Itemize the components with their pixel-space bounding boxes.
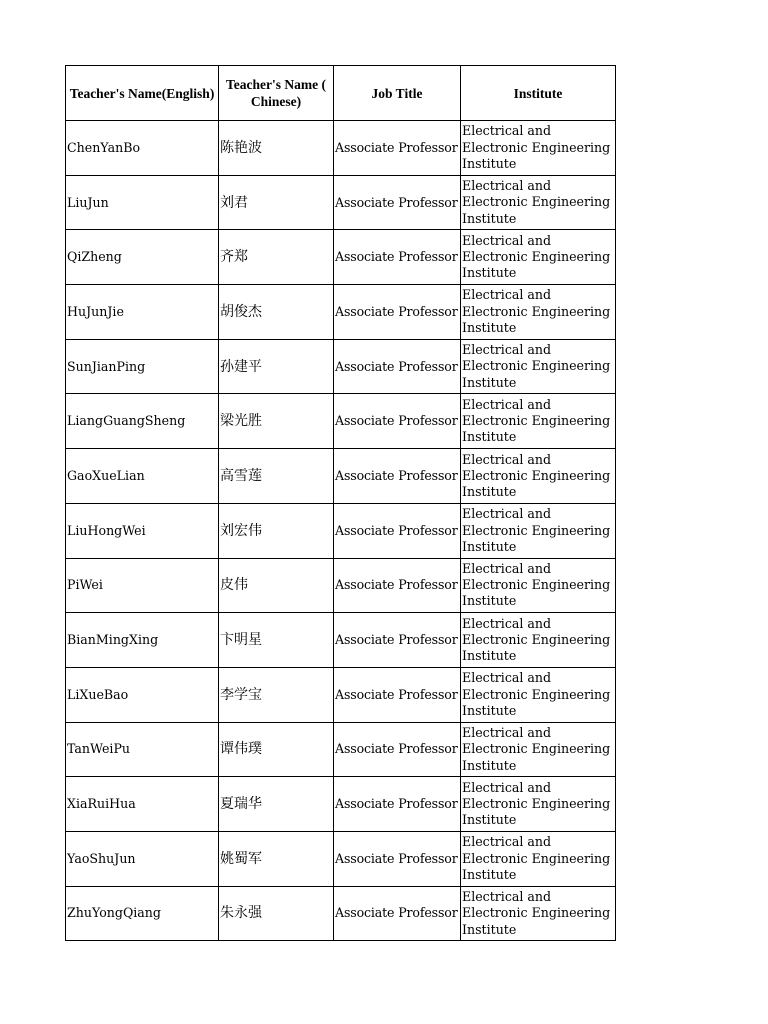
- institute-line-1: Electrical and: [462, 342, 552, 358]
- institute-line-1: Electrical and: [462, 670, 552, 686]
- teacher-roster-sheet: [65, 65, 616, 941]
- table-row: [66, 777, 616, 832]
- institute-line-3: Institute: [462, 265, 517, 281]
- cell-job-title: Associate Professor: [334, 722, 461, 777]
- table-row: [66, 503, 616, 558]
- institute-line-1: Electrical and: [462, 451, 552, 467]
- institute-line-2: Electronic Engineering: [462, 249, 611, 265]
- cell-name-chinese: 刘宏伟: [219, 503, 334, 558]
- table-row: [66, 230, 616, 285]
- table-row: [66, 285, 616, 340]
- cell-institute: [461, 175, 616, 230]
- cell-institute: [461, 558, 616, 613]
- institute-line-3: Institute: [462, 702, 517, 718]
- institute-line-2: Electronic Engineering: [462, 905, 611, 921]
- cell-institute: [461, 339, 616, 394]
- cell-name-chinese: 高雪莲: [219, 449, 334, 504]
- institute-line-3: Institute: [462, 757, 517, 773]
- cell-name-chinese: 夏瑞华: [219, 777, 334, 832]
- cell-name-english: QiZheng: [66, 230, 219, 285]
- cell-job-title: Associate Professor: [334, 558, 461, 613]
- table-row: [66, 667, 616, 722]
- institute-line-1: Electrical and: [462, 178, 552, 194]
- cell-institute: [461, 722, 616, 777]
- cell-job-title: Associate Professor: [334, 394, 461, 449]
- cell-name-english: BianMingXing: [66, 613, 219, 668]
- institute-line-2: Electronic Engineering: [462, 358, 611, 374]
- cell-name-chinese: 皮伟: [219, 558, 334, 613]
- institute-line-3: Institute: [462, 648, 517, 664]
- institute-line-1: Electrical and: [462, 232, 552, 248]
- cell-name-english: TanWeiPu: [66, 722, 219, 777]
- institute-line-3: Institute: [462, 429, 517, 445]
- cell-job-title: Associate Professor: [334, 339, 461, 394]
- institute-line-3: Institute: [462, 320, 517, 336]
- institute-line-2: Electronic Engineering: [462, 139, 611, 155]
- table-row: [66, 831, 616, 886]
- institute-line-3: Institute: [462, 374, 517, 390]
- cell-name-chinese: 谭伟璞: [219, 722, 334, 777]
- table-row: [66, 558, 616, 613]
- header-row: [66, 66, 616, 121]
- institute-line-1: Electrical and: [462, 506, 552, 522]
- institute-line-2: Electronic Engineering: [462, 850, 611, 866]
- cell-institute: [461, 394, 616, 449]
- institute-line-3: Institute: [462, 538, 517, 554]
- table-row: [66, 175, 616, 230]
- cell-job-title: Associate Professor: [334, 613, 461, 668]
- table-row: [66, 722, 616, 777]
- table-row: [66, 339, 616, 394]
- cell-name-chinese: 朱永强: [219, 886, 334, 941]
- cell-name-chinese: 刘君: [219, 175, 334, 230]
- cell-institute: [461, 613, 616, 668]
- cell-name-english: HuJunJie: [66, 285, 219, 340]
- institute-line-2: Electronic Engineering: [462, 686, 611, 702]
- institute-line-2: Electronic Engineering: [462, 194, 611, 210]
- institute-line-3: Institute: [462, 812, 517, 828]
- institute-line-3: Institute: [462, 210, 517, 226]
- cell-job-title: Associate Professor: [334, 175, 461, 230]
- institute-line-1: Electrical and: [462, 724, 552, 740]
- cell-institute: [461, 831, 616, 886]
- institute-line-1: Electrical and: [462, 560, 552, 576]
- cell-job-title: Associate Professor: [334, 777, 461, 832]
- cell-job-title: Associate Professor: [334, 230, 461, 285]
- table-row: [66, 449, 616, 504]
- table-row: [66, 394, 616, 449]
- cell-institute: [461, 121, 616, 176]
- cell-job-title: Associate Professor: [334, 886, 461, 941]
- institute-line-1: Electrical and: [462, 615, 552, 631]
- cell-name-chinese: 齐郑: [219, 230, 334, 285]
- header-job-title: Job Title: [334, 66, 461, 121]
- cell-name-english: LiXueBao: [66, 667, 219, 722]
- cell-job-title: Associate Professor: [334, 831, 461, 886]
- cell-name-chinese: 李学宝: [219, 667, 334, 722]
- institute-line-3: Institute: [462, 921, 517, 937]
- cell-name-chinese: 卞明星: [219, 613, 334, 668]
- cell-name-english: GaoXueLian: [66, 449, 219, 504]
- header-institute: Institute: [461, 66, 616, 121]
- cell-institute: [461, 449, 616, 504]
- institute-line-3: Institute: [462, 593, 517, 609]
- cell-name-english: ChenYanBo: [66, 121, 219, 176]
- cell-name-chinese: 梁光胜: [219, 394, 334, 449]
- institute-line-1: Electrical and: [462, 834, 552, 850]
- institute-line-3: Institute: [462, 866, 517, 882]
- cell-institute: [461, 230, 616, 285]
- cell-name-english: ZhuYongQiang: [66, 886, 219, 941]
- cell-institute: [461, 503, 616, 558]
- cell-name-chinese: 陈艳波: [219, 121, 334, 176]
- institute-line-2: Electronic Engineering: [462, 631, 611, 647]
- institute-line-2: Electronic Engineering: [462, 467, 611, 483]
- institute-line-2: Electronic Engineering: [462, 522, 611, 538]
- table-row: [66, 613, 616, 668]
- institute-line-1: Electrical and: [462, 779, 552, 795]
- institute-line-3: Institute: [462, 484, 517, 500]
- table-header: [66, 66, 616, 121]
- institute-line-1: Electrical and: [462, 889, 552, 905]
- institute-line-2: Electronic Engineering: [462, 577, 611, 593]
- cell-job-title: Associate Professor: [334, 285, 461, 340]
- cell-name-chinese: 姚蜀军: [219, 831, 334, 886]
- institute-line-2: Electronic Engineering: [462, 795, 611, 811]
- institute-line-1: Electrical and: [462, 287, 552, 303]
- cell-name-english: YaoShuJun: [66, 831, 219, 886]
- cell-name-chinese: 孙建平: [219, 339, 334, 394]
- institute-line-2: Electronic Engineering: [462, 741, 611, 757]
- header-name-chinese: Teacher's Name ( Chinese): [219, 66, 334, 121]
- cell-name-english: SunJianPing: [66, 339, 219, 394]
- cell-job-title: Associate Professor: [334, 667, 461, 722]
- cell-institute: [461, 667, 616, 722]
- cell-name-english: PiWei: [66, 558, 219, 613]
- cell-job-title: Associate Professor: [334, 121, 461, 176]
- institute-line-3: Institute: [462, 155, 517, 171]
- cell-institute: [461, 285, 616, 340]
- cell-institute: [461, 777, 616, 832]
- cell-job-title: Associate Professor: [334, 503, 461, 558]
- cell-name-english: LiuHongWei: [66, 503, 219, 558]
- cell-name-chinese: 胡俊杰: [219, 285, 334, 340]
- table-row: [66, 121, 616, 176]
- teacher-roster-table: [65, 65, 616, 941]
- header-name-english: Teacher's Name(English): [66, 66, 219, 121]
- cell-name-english: XiaRuiHua: [66, 777, 219, 832]
- cell-job-title: Associate Professor: [334, 449, 461, 504]
- table-row: [66, 886, 616, 941]
- cell-name-english: LiangGuangSheng: [66, 394, 219, 449]
- cell-institute: [461, 886, 616, 941]
- institute-line-1: Electrical and: [462, 123, 552, 139]
- cell-name-english: LiuJun: [66, 175, 219, 230]
- institute-line-1: Electrical and: [462, 396, 552, 412]
- institute-line-2: Electronic Engineering: [462, 303, 611, 319]
- institute-line-2: Electronic Engineering: [462, 413, 611, 429]
- table-body: [66, 121, 616, 941]
